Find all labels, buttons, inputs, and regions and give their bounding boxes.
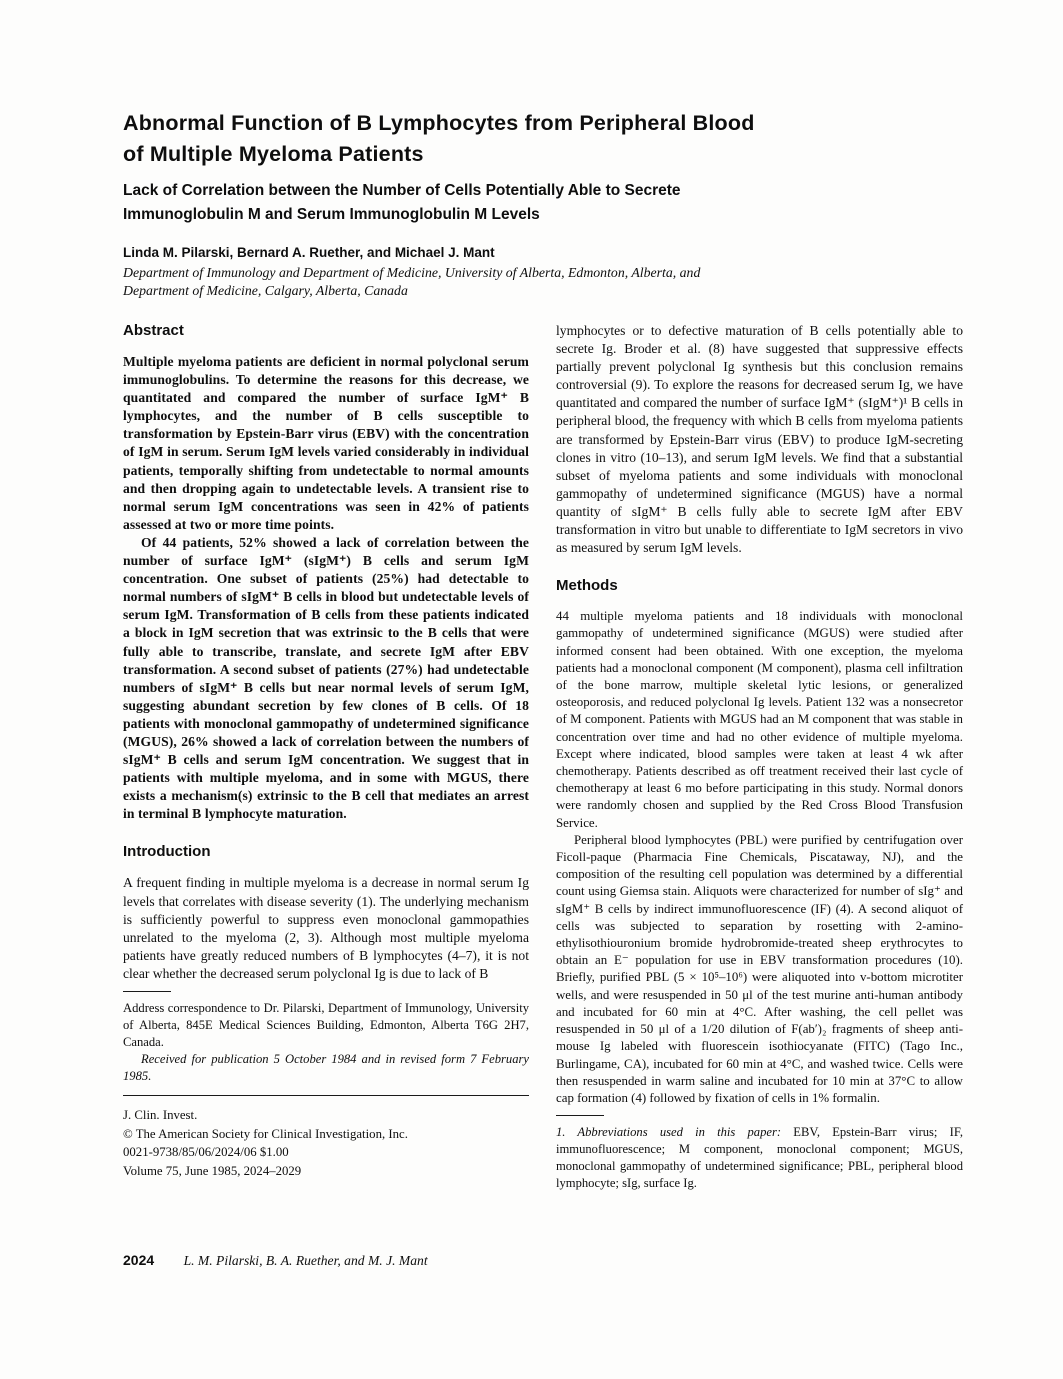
article-title <box>123 108 913 170</box>
correspondence-divider <box>123 991 171 992</box>
abbreviations-footnote <box>556 1124 963 1192</box>
received-note: Received for publication 5 October 1984 and in revised form 7 February 1985. <box>123 1052 529 1083</box>
abstract-paragraph-2: Of 44 patients, 52% showed a lack of correlation between the number of surface IgM⁺ (sIgM⁺) B cells and serum IgM concentration. One subset of patients (25%) had detectable to normal numbers of sIgM⁺ B cells in blood but undetectable levels of serum IgM. Transformation of B cells from these patients indicated a block in IgM secretion that was extrinsic to the B cells that were fully able to transcribe, translate, and secrete IgM after EBV transformation. A second subset of patients (27%) had undetectable numbers of sIgM⁺ B cells but near normal levels of serum IgM, suggesting abundant secretion by few clones of B cells. Of 18 patients with monoclonal gammopathy of undetermined significance (MGUS), 26% showed a lack of correlation between the numbers of sIgM⁺ B cells and serum IgM concentration. We suggest that in patients with multiple myeloma, and in some with MGUS, there exists a mechanism(s) extrinsic to the B cell that mediates an arrest in terminal B lymphocyte maturation. <box>123 534 529 822</box>
methods-heading: Methods <box>556 577 618 595</box>
abbreviations-footnote-lead: 1. Abbreviations used in this paper: <box>556 1125 782 1140</box>
article-subtitle-line1: Lack of Correlation between the Number of Cells Potentially Able to Secrete <box>123 182 681 199</box>
journal-info-block <box>123 1106 529 1180</box>
correspondence-footnote <box>123 1000 529 1085</box>
issn-line: 0021-9738/85/06/2024/06 $1.00 <box>123 1145 289 1160</box>
article-title-line2: of Multiple Myeloma Patients <box>123 142 424 166</box>
article-subtitle <box>123 179 913 227</box>
running-footer <box>123 1252 428 1269</box>
affiliation-line2: Department of Medicine, Calgary, Alberta, Canada <box>123 283 408 298</box>
copyright-line: © The American Society for Clinical Investigation, Inc. <box>123 1126 408 1141</box>
affiliation <box>123 264 913 300</box>
article-title-line1: Abnormal Function of B Lymphocytes from Peripheral Blood <box>123 111 755 135</box>
page-number: 2024 <box>123 1252 155 1268</box>
abstract-paragraph-1: Multiple myeloma patients are deficient in normal polyclonal serum immunoglobulins. To determine the reasons for this decrease, we quantitated and compared the number of surface IgM⁺ B lymphocytes, and the number of B cells susceptible to transformation by Epstein-Barr virus (EBV) with the concentration of IgM in serum. Serum IgM levels varied considerably in individual patients, temporally shifting from undetectable to normal amounts and then dropping again to undetectable levels. A transient rise to normal serum IgM concentrations was seen in 42% of patients assessed at two or more time points. <box>123 354 529 532</box>
title-block <box>123 108 913 300</box>
methods-paragraph-1: 44 multiple myeloma patients and 18 individuals with monoclonal gammopathy of undetermined significance (MGUS) were studied after informed consent had been obtained. With one exception, the myeloma patients had a monoclonal component (M component), plasma cell infiltration of the bone marrow, multiple skeletal lytic lesions, or generalized osteoporosis, and reduced polyclonal Ig levels. Patient 132 was a nonsecretor of M component. Patients with MGUS had an M component that was stable in concentration over time and had no other evidence of multiple myeloma. Except where indicated, blood samples were taken at least 4 wk after chemotherapy. Patients described as off treatment received their last cycle of chemotherapy at least 6 mo before participating in this study. Normal donors were randomly chosen and supplied by the Red Cross Blood Transfusion Service. <box>556 609 963 830</box>
affiliation-line1: Department of Immunology and Department of Medicine, University of Alberta, Edmonton, Alberta, and <box>123 265 701 280</box>
author-list: Linda M. Pilarski, Bernard A. Ruether, and Michael J. Mant <box>123 245 495 260</box>
introduction-paragraph: A frequent finding in multiple myeloma is a decrease in normal serum Ig levels that correlates with disease severity (1). The underlying mechanism is sufficiently powerful to suppress even monoclonal gammopathies unrelated to the myeloma (2, 3). Although most multiple myeloma patients have greatly reduced numbers of B lymphocytes (4–7), it is not clear whether the decreased serum polyclonal Ig is due to lack of B <box>123 875 529 981</box>
abstract-heading: Abstract <box>123 322 184 339</box>
left-column <box>123 322 529 1180</box>
methods-paragraph-2: Peripheral blood lymphocytes (PBL) were purified by centrifugation over Ficoll-paque (Pharmacia Fine Chemicals, Piscataway, NJ), and the composition of the resulting cell population was determined by a differential count using Giemsa stain. Aliquots were characterized for number of sIg⁺ and sIgM⁺ B cells by indirect immunofluorescence (IF) (4). A second aliquot of cells was subjected to separation by rosetting with 2-amino-ethylisothiouronium bromide hydrobromide-treated sheep erythrocytes to obtain an E⁻ population for use in EBV transformation procedures (10). Briefly, purified PBL (5 × 10⁵–10⁶) were aliquoted into v-bottom microtiter wells, and were resuspended in 50 μl of the test murine anti-human antibody and incubated for 60 min at 4°C. After washing, the cell pellet was resuspended in 50 μl of a 1/20 dilution of F(ab′)₂ fragments of sheep anti-mouse Ig labeled with fluorescein isothiocyanate (FITC) (Tago Inc., Burlingame, CA), incubated for 60 min at 4°C, and washed twice. Cells were then resuspended in warm saline and incubated for 10 min at 37°C to allow cap formation (4) followed by fixation of cells in 1% formalin. <box>556 832 963 1105</box>
correspondence-note: Address correspondence to Dr. Pilarski, Department of Immunology, University of Alberta, 845E Medical Sciences Building, Edmonton, Alberta T6G 2H7, Canada. <box>123 1001 529 1049</box>
article-subtitle-line2: Immunoglobulin M and Serum Immunoglobulin M Levels <box>123 206 540 223</box>
volume-line: Volume 75, June 1985, 2024–2029 <box>123 1163 302 1178</box>
journal-name: J. Clin. Invest. <box>123 1108 198 1122</box>
journal-info-divider <box>123 1095 529 1096</box>
abbreviations-footnote-text: EBV, Epstein-Barr virus; IF, immunofluorescence; M component, monoclonal component; MGUS, monoclonal gammopathy of undetermined significance; PBL, peripheral blood lymphocyte; sIg, surface Ig. <box>556 1125 963 1191</box>
right-column <box>556 322 963 1192</box>
introduction-heading: Introduction <box>123 843 211 861</box>
running-authors: L. M. Pilarski, B. A. Ruether, and M. J. Mant <box>183 1253 428 1268</box>
abbreviations-divider <box>556 1115 604 1116</box>
introduction-continuation: lymphocytes or to defective maturation of B cells potentially able to secrete Ig. Broder et al. (8) have suggested that suppressive effects partially prevent polyclonal Ig synthesis but this conclusion remains controversial (9). To explore the reasons for decreased serum Ig, we have quantitated and compared the number of surface IgM⁺ (sIgM⁺)¹ B cells in peripheral blood, the frequency with which B cells from myeloma patients are transformed by Epstein-Barr virus (EBV) to produce IgM-secreting clones in vitro (10–13), and serum IgM levels. We find that a substantial subset of myeloma patients and some individuals with monoclonal gammopathy of undetermined significance (MGUS) have a normal quantity of sIgM⁺ B cells fully able to secrete IgM after EBV transformation in vitro but unable to differentiate to IgM secretors in vivo as measured by serum IgM levels. <box>556 323 963 556</box>
